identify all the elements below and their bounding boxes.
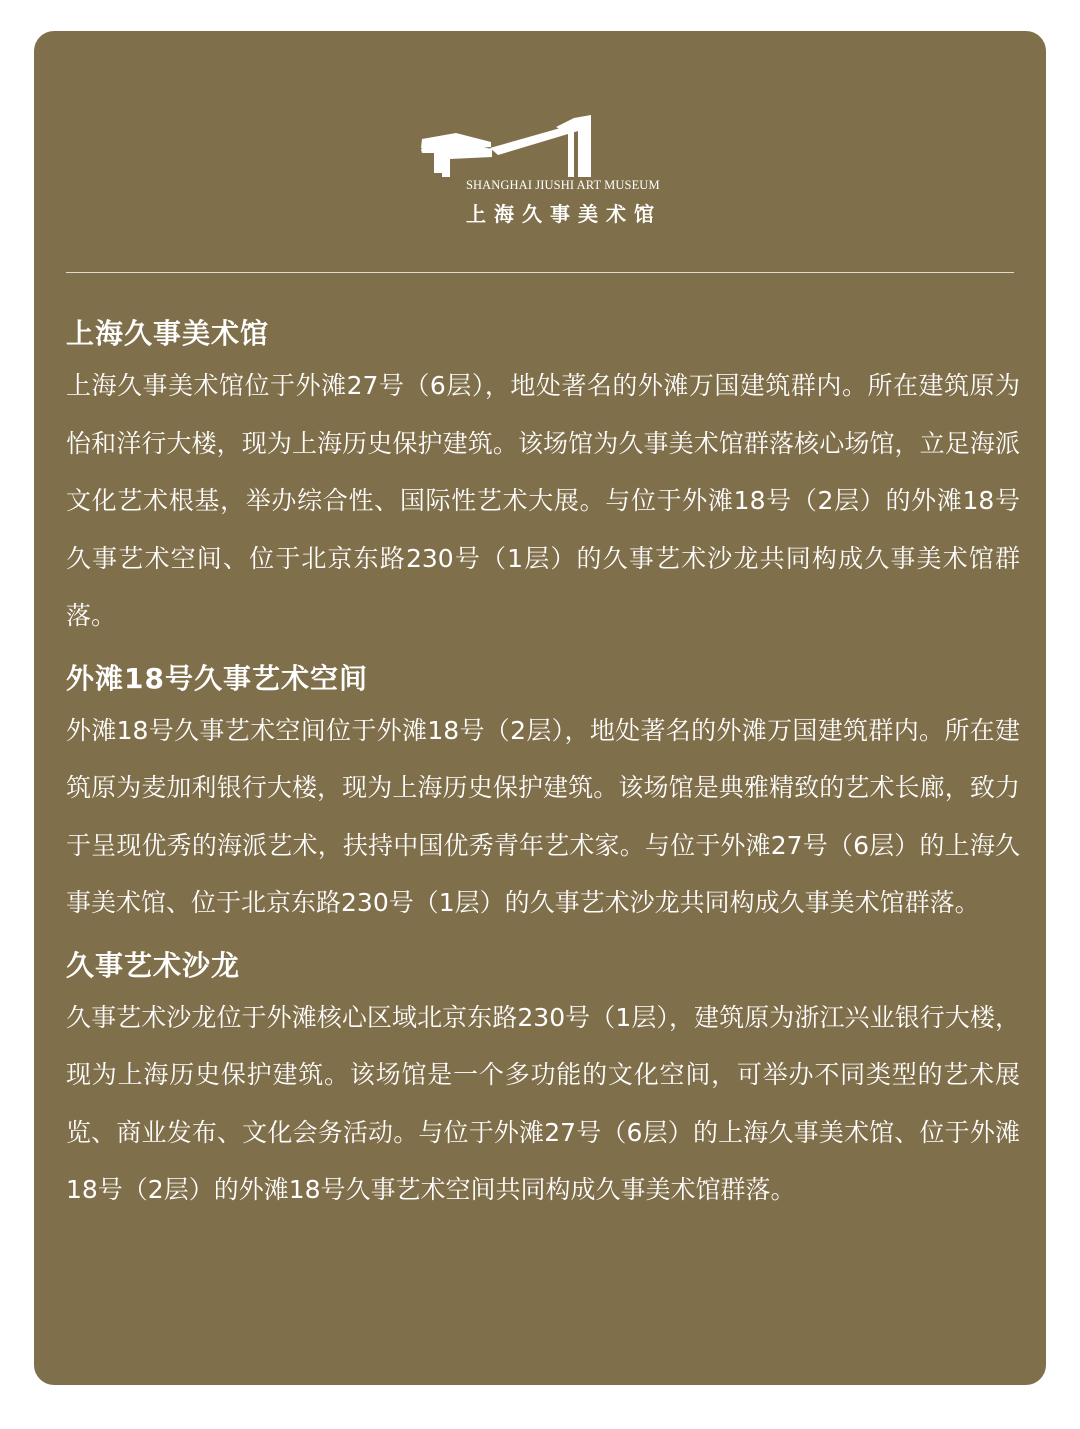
info-card bbox=[34, 31, 1046, 1385]
section-body: 外滩18号久事艺术空间位于外滩18号（2层），地处著名的外滩万国建筑群内。所在建筑原为麦加利银行大楼，现为上海历史保护建筑。该场馆是典雅精致的艺术长廊，致力于呈现优秀的海派艺术，扶持中国优秀青年艺术家。与位于外滩27号（6层）的上海久事美术馆、位于北京东路230号（1层）的久事艺术沙龙共同构成久事美术馆群落。 bbox=[66, 715, 1020, 917]
section-art-salon bbox=[66, 946, 1020, 1219]
section-body: 上海久事美术馆位于外滩27号（6层），地处著名的外滩万国建筑群内。所在建筑原为怡和洋行大楼，现为上海历史保护建筑。该场馆为久事美术馆群落核心场馆，立足海派文化艺术根基，举办综合性、国际性艺术大展。与位于外滩18号（2层）的外滩18号久事艺术空间、位于北京东路230号（1层）的久事艺术沙龙共同构成久事美术馆群落。 bbox=[66, 371, 1020, 630]
section-title: 上海久事美术馆 bbox=[66, 317, 270, 350]
content bbox=[66, 314, 1020, 1233]
museum-logo bbox=[386, 115, 706, 235]
section-title: 久事艺术沙龙 bbox=[66, 948, 241, 982]
logo-chinese-name: 上海久事美术馆 bbox=[466, 202, 662, 226]
logo-english-name: SHANGHAI JIUSHI ART MUSEUM bbox=[466, 178, 660, 192]
section-title: 外滩18号久事艺术空间 bbox=[66, 661, 368, 695]
section-shanghai-jiushi-art-museum bbox=[66, 314, 1020, 645]
section-body: 久事艺术沙龙位于外滩核心区域北京东路230号（1层），建筑原为浙江兴业银行大楼，现为上海历史保护建筑。该场馆是一个多功能的文化空间，可举办不同类型的艺术展览、商业发布、文化会务活动。与位于外滩27号（6层）的上海久事美术馆、位于外滩18号（2层）的外滩18号久事艺术空间共同构成久事美术馆群落。 bbox=[66, 1002, 1020, 1204]
divider bbox=[66, 272, 1014, 273]
museum-roof-icon bbox=[386, 115, 616, 177]
section-bund18-art-space bbox=[66, 659, 1020, 932]
